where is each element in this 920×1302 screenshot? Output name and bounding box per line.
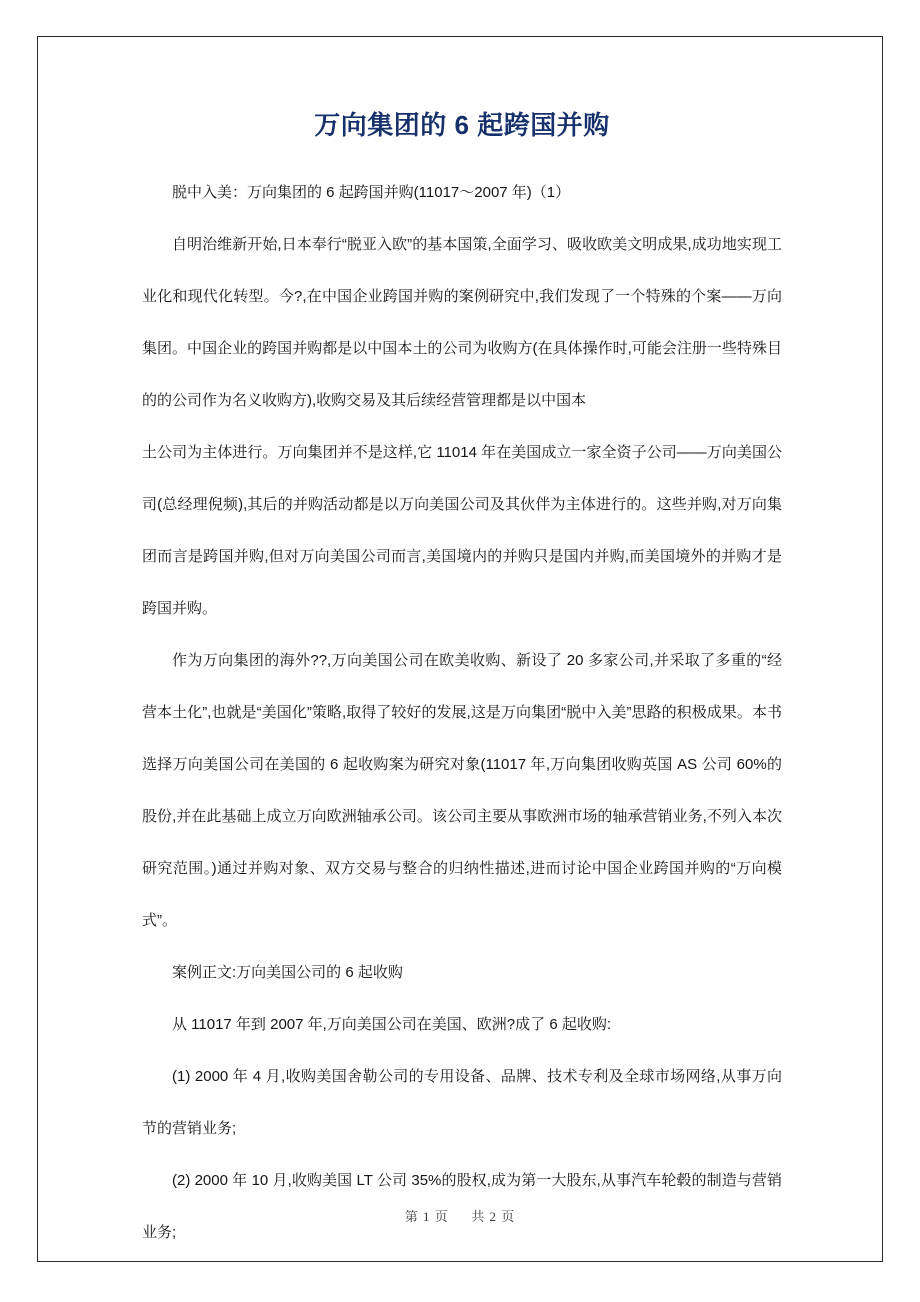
paragraph-continuation: 土公司为主体进行。万向集团并不是这样,它 11014 年在美国成立一家全资子公司——万向美国公司(总经理倪频),其后的并购活动都是以万向美国公司及其伙伴为主体进行的。这些并购,对万向集团而言是跨国并购,但对万向美国公司而言,美国境内的并购只是国内并购,而美国境外的并购才是跨国并购。 — [142, 443, 782, 617]
paragraph-case-heading: 案例正文:万向美国公司的 6 起收购 — [172, 963, 403, 981]
document-body — [142, 167, 782, 1259]
paragraph-item-2: (2) 2000 年 10 月,收购美国 LT 公司 35%的股权,成为第一大股东,从事汽车轮毂的制造与营销业务; — [142, 1171, 782, 1241]
footer-total-pages: 共 2 页 — [471, 1209, 516, 1224]
paragraph-item-1: (1) 2000 年 4 月,收购美国舍勒公司的专用设备、品牌、技术专利及全球市场网络,从事万向节的营销业务; — [142, 1067, 782, 1137]
page-content-area — [142, 109, 782, 1259]
page-border-frame — [37, 36, 883, 1262]
paragraph-timeline: 从 11017 年到 2007 年,万向美国公司在美国、欧洲?成了 6 起收购: — [172, 1015, 611, 1033]
paragraph-subtitle: 脱中入美：万向集团的 6 起跨国并购(11017～2007 年)（1） — [172, 183, 571, 201]
footer-current-page: 第 1 页 — [404, 1209, 449, 1224]
page-title: 万向集团的 6 起跨国并购 — [314, 110, 610, 140]
page-footer — [38, 1206, 882, 1225]
paragraph-intro: 自明治维新开始,日本奉行“脱亚入欧”的基本国策,全面学习、吸收欧美文明成果,成功地实现工业化和现代化转型。今?,在中国企业跨国并购的案例研究中,我们发现了一个特殊的个案——万向集团。中国企业的跨国并购都是以中国本土的公司为收购方(在具体操作时,可能会注册一些特殊目的的公司作为名义收购方),收购交易及其后续经营管理都是以中国本 — [142, 235, 782, 409]
paragraph-overseas: 作为万向集团的海外??,万向美国公司在欧美收购、新设了 20 多家公司,并采取了多重的“经营本土化”,也就是“美国化”策略,取得了较好的发展,这是万向集团“脱中入美”思路的积极成果。本书选择万向美国公司在美国的 6 起收购案为研究对象(11017 年,万向集团收购英国 AS 公司 60%的股份,并在此基础上成立万向欧洲轴承公司。该公司主要从事欧洲市场的轴承营销业务,不列入本次研究范围。)通过并购对象、双方交易与整合的归纳性描述,进而讨论中国企业跨国并购的“万向模式”。 — [142, 651, 782, 929]
